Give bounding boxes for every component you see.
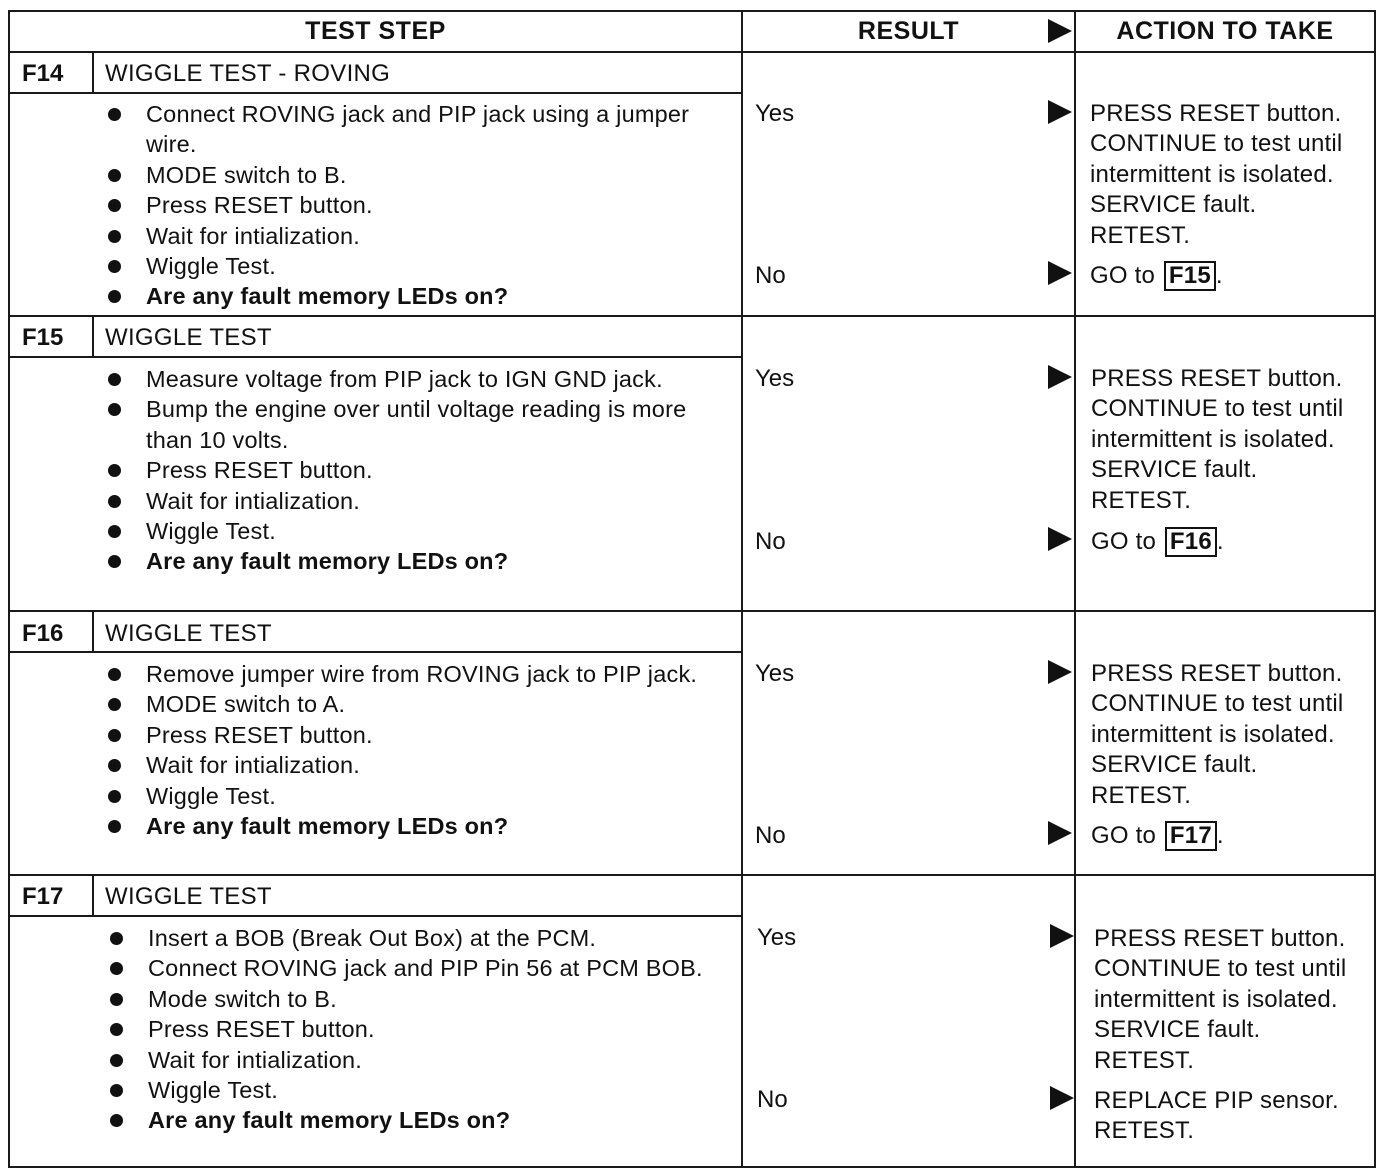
step-reference: F16 — [1165, 527, 1217, 557]
instruction-item: Wiggle Test. — [106, 251, 726, 281]
id-divider — [92, 876, 94, 916]
instruction-item: Wiggle Test. — [106, 516, 726, 546]
step-title: WIGGLE TEST — [105, 620, 272, 647]
goto-text: GO to — [1091, 822, 1157, 849]
result-no: No — [755, 262, 786, 289]
instruction-item: MODE switch to B. — [106, 160, 726, 190]
instruction-item: Insert a BOB (Break Out Box) at the PCM. — [108, 923, 728, 953]
action-yes — [1091, 364, 1381, 516]
step-reference: F17 — [1165, 821, 1217, 851]
row-divider — [8, 874, 1376, 876]
id-divider — [92, 317, 94, 357]
step-question: Are any fault memory LEDs on? — [106, 546, 726, 576]
instruction-item: Wait for intialization. — [106, 486, 726, 516]
arrow-right-icon — [1050, 924, 1074, 948]
step-question: Are any fault memory LEDs on? — [108, 1105, 728, 1135]
instruction-item: MODE switch to A. — [106, 689, 726, 719]
action-line: REPLACE PIP sensor. — [1094, 1087, 1339, 1114]
step-question: Are any fault memory LEDs on? — [106, 811, 726, 841]
action-line: RETEST. — [1091, 486, 1192, 514]
id-divider — [92, 53, 94, 93]
header-test-step: TEST STEP — [305, 16, 446, 45]
action-line: SERVICE fault. — [1094, 1016, 1261, 1044]
table-border-bottom — [8, 1166, 1376, 1168]
id-divider — [92, 612, 94, 652]
instruction-item: Wait for intialization. — [106, 750, 726, 780]
arrow-right-icon — [1048, 821, 1072, 845]
step-instructions — [108, 923, 728, 1136]
action-line: CONTINUE to test until — [1090, 130, 1343, 158]
goto-suffix: . — [1216, 822, 1224, 849]
goto-suffix: . — [1215, 262, 1223, 289]
step-instructions — [106, 659, 726, 841]
action-line: PRESS RESET button. — [1090, 100, 1342, 127]
step-id: F16 — [22, 620, 64, 647]
instruction-item: Press RESET button. — [108, 1014, 728, 1044]
arrow-right-icon — [1048, 365, 1072, 389]
step-instructions — [106, 99, 726, 312]
result-yes: Yes — [755, 365, 795, 392]
arrow-right-icon — [1048, 100, 1072, 124]
result-no: No — [755, 528, 786, 555]
title-divider — [8, 651, 743, 653]
action-no — [1094, 1086, 1384, 1147]
action-line: CONTINUE to test until — [1091, 690, 1344, 718]
action-line: SERVICE fault. — [1090, 191, 1257, 219]
action-line: intermittent is isolated. — [1094, 985, 1338, 1013]
action-line: RETEST. — [1090, 221, 1191, 249]
instruction-item: Wiggle Test. — [106, 781, 726, 811]
goto-text: GO to — [1091, 528, 1157, 555]
action-yes — [1091, 659, 1381, 811]
title-divider — [8, 356, 743, 358]
action-line: intermittent is isolated. — [1091, 425, 1335, 453]
instruction-item: Wait for intialization. — [108, 1045, 728, 1075]
action-line: CONTINUE to test until — [1094, 955, 1347, 983]
table-border-left — [8, 10, 10, 1168]
step-title: WIGGLE TEST - ROVING — [105, 60, 391, 87]
action-yes — [1094, 924, 1384, 1076]
step-id: F14 — [22, 60, 64, 87]
arrow-right-icon — [1050, 1086, 1074, 1110]
arrow-right-icon — [1048, 527, 1072, 551]
step-id: F15 — [22, 324, 64, 351]
result-no: No — [755, 822, 786, 849]
result-yes: Yes — [757, 924, 797, 951]
header-result: RESULT — [857, 16, 960, 45]
header-arrow-icon — [1048, 19, 1072, 43]
diagnostic-table — [8, 10, 1376, 1168]
action-line: PRESS RESET button. — [1094, 925, 1346, 952]
action-line: CONTINUE to test until — [1091, 395, 1344, 423]
title-divider — [8, 915, 743, 917]
action-yes — [1090, 99, 1380, 251]
result-yes: Yes — [755, 660, 795, 687]
action-no — [1091, 527, 1381, 557]
arrow-right-icon — [1048, 660, 1072, 684]
step-title: WIGGLE TEST — [105, 883, 272, 910]
action-line: PRESS RESET button. — [1091, 660, 1343, 687]
action-line: SERVICE fault. — [1091, 456, 1258, 484]
action-line: intermittent is isolated. — [1090, 160, 1334, 188]
goto-text: GO to — [1090, 262, 1156, 289]
action-line: PRESS RESET button. — [1091, 365, 1343, 392]
goto-suffix: . — [1216, 528, 1224, 555]
instruction-item: Wait for intialization. — [106, 221, 726, 251]
instruction-item: Wiggle Test. — [108, 1075, 728, 1105]
instruction-item: Connect ROVING jack and PIP Pin 56 at PCM BOB. — [108, 953, 728, 983]
action-line: SERVICE fault. — [1091, 751, 1258, 779]
action-no — [1090, 261, 1380, 291]
instruction-item: Bump the engine over until voltage reading is more than 10 volts. — [106, 394, 726, 455]
action-no — [1091, 821, 1381, 851]
result-no: No — [757, 1086, 788, 1113]
step-reference: F15 — [1164, 261, 1216, 291]
action-line: RETEST. — [1094, 1046, 1195, 1074]
row-divider — [8, 315, 1376, 317]
step-title: WIGGLE TEST — [105, 324, 272, 351]
instruction-item: Press RESET button. — [106, 190, 726, 220]
row-divider — [8, 610, 1376, 612]
instruction-item: Press RESET button. — [106, 720, 726, 750]
instruction-item: Connect ROVING jack and PIP jack using a jumper wire. — [106, 99, 726, 160]
action-line: RETEST. — [1091, 781, 1192, 809]
column-divider-result — [741, 10, 743, 1168]
step-instructions — [106, 364, 726, 577]
instruction-item: Press RESET button. — [106, 455, 726, 485]
column-divider-action — [1074, 10, 1076, 1168]
instruction-item: Remove jumper wire from ROVING jack to PIP jack. — [106, 659, 726, 689]
title-divider — [8, 92, 743, 94]
instruction-item: Measure voltage from PIP jack to IGN GND jack. — [106, 364, 726, 394]
header-action: ACTION TO TAKE — [1116, 16, 1334, 45]
action-line: intermittent is isolated. — [1091, 720, 1335, 748]
result-yes: Yes — [755, 100, 795, 127]
action-line: RETEST. — [1094, 1117, 1195, 1145]
step-id: F17 — [22, 883, 64, 910]
arrow-right-icon — [1048, 261, 1072, 285]
instruction-item: Mode switch to B. — [108, 984, 728, 1014]
step-question: Are any fault memory LEDs on? — [106, 281, 726, 311]
